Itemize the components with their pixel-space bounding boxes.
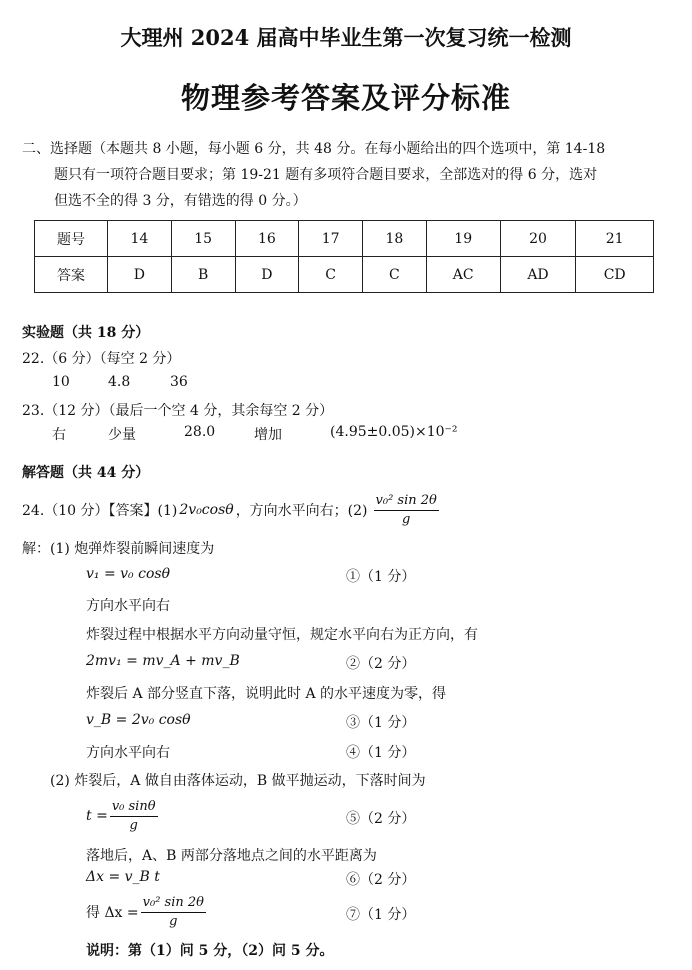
solution-part1-intro: 解：(1) 炮弹炸裂前瞬间速度为 — [22, 541, 215, 557]
equation-3: v_B = 2v₀ cosθ — [86, 712, 191, 728]
document-title: 物理参考答案及评分标准 — [180, 81, 511, 115]
score-mark-7: ⑦（1 分） — [346, 907, 416, 923]
momentum-text: 炸裂过程中根据水平方向动量守恒，规定水平向右为正方向，有 — [86, 627, 478, 643]
question-number: 19 — [426, 221, 500, 257]
q24-mid: ，方向水平向右；(2) — [235, 503, 368, 519]
fraction-numerator: v₀ sinθ — [110, 798, 158, 817]
question-number: 15 — [171, 221, 235, 257]
equation-6: Δx = v_B t — [86, 869, 160, 885]
q23-header: 23.（12 分）（最后一个空 4 分，其余每空 2 分） — [22, 403, 334, 419]
q22-answer-3: 36 — [170, 374, 188, 390]
q23-answer-2: 少量 — [108, 427, 136, 443]
q24-answer-2-fraction — [374, 492, 439, 529]
table-row-numbers — [35, 221, 654, 257]
question-number: 16 — [235, 221, 299, 257]
q24-prefix: 24.（10 分）【答案】(1) — [22, 503, 178, 519]
answer-cell: B — [171, 257, 235, 293]
score-mark-5: ⑤（2 分） — [346, 811, 416, 827]
exam-title: 大理州 2024 届高中毕业生第一次复习统一检测 — [120, 25, 572, 50]
answer-cell: AC — [426, 257, 500, 293]
fraction-denominator: g — [402, 511, 411, 527]
solution-heading: 解答题（共 44 分） — [22, 465, 150, 481]
fraction-numerator: v₀² sin 2θ — [141, 894, 206, 913]
answer-cell: CD — [576, 257, 654, 293]
row-label-answer: 答案 — [35, 257, 108, 293]
fraction-denominator: g — [129, 817, 138, 833]
answer-cell: D — [108, 257, 172, 293]
equation-7 — [86, 890, 206, 934]
fraction-denominator: g — [169, 913, 178, 929]
experiment-heading: 实验题（共 18 分） — [22, 325, 150, 341]
table-row-answers — [35, 257, 654, 293]
after-explosion-text: 炸裂后 A 部分竖直下落，说明此时 A 的水平速度为零，得 — [86, 686, 447, 702]
distance-text: 落地后，A、B 两部分落地点之间的水平距离为 — [86, 848, 377, 864]
row-label-number: 题号 — [35, 221, 108, 257]
question-number: 20 — [500, 221, 576, 257]
q23-answer-5: (4.95±0.05)×10⁻² — [330, 424, 458, 440]
question-number: 21 — [576, 221, 654, 257]
answer-cell: C — [363, 257, 427, 293]
answer-cell: C — [299, 257, 363, 293]
score-mark-3: ③（1 分） — [346, 715, 416, 731]
q23-answer-3: 28.0 — [184, 424, 216, 440]
answer-cell: AD — [500, 257, 576, 293]
section2-instructions — [22, 136, 677, 214]
score-mark-6: ⑥（2 分） — [346, 872, 416, 888]
instructions-line-3: 但选不全的得 3 分，有错选的得 0 分。） — [54, 193, 307, 209]
score-mark-1: ①（1 分） — [346, 569, 416, 585]
q24-answer-1: 2v₀cosθ — [179, 502, 234, 518]
q24-answer-line — [22, 488, 439, 532]
instructions-line-1: 二、选择题（本题共 8 小题，每小题 6 分，共 48 分。在每小题给出的四个选项中，第 14-18 — [22, 141, 606, 157]
q23-answer-1: 右 — [52, 427, 66, 443]
q22-answer-1: 10 — [52, 374, 70, 390]
fraction-numerator: v₀² sin 2θ — [374, 492, 439, 511]
equation-5-lhs: t = — [86, 808, 108, 824]
direction-text-1: 方向水平向右 — [86, 598, 170, 614]
direction-text-2: 方向水平向右 — [86, 745, 170, 761]
equation-2: 2mv₁ = mv_A + mv_B — [86, 653, 240, 669]
solution-part2-intro: (2) 炸裂后，A 做自由落体运动，B 做平抛运动，下落时间为 — [50, 773, 426, 789]
equation-5 — [86, 794, 158, 838]
q22-answer-2: 4.8 — [108, 374, 131, 390]
scoring-note: 说明：第（1）问 5 分，（2）问 5 分。 — [86, 943, 334, 959]
equation-1: v₁ = v₀ cosθ — [86, 566, 171, 582]
q22-header: 22.（6 分）（每空 2 分） — [22, 351, 181, 367]
answer-cell: D — [235, 257, 299, 293]
score-mark-2: ②（2 分） — [346, 656, 416, 672]
answer-table — [34, 220, 654, 293]
q23-answer-4: 增加 — [254, 427, 282, 443]
instructions-line-2: 题只有一项符合题目要求；第 19-21 题有多项符合题目要求，全部选对的得 6 分，选对 — [54, 167, 598, 183]
score-mark-4: ④（1 分） — [346, 745, 416, 761]
equation-7-lhs: 得 Δx = — [86, 905, 139, 921]
question-number: 18 — [363, 221, 427, 257]
equation-5-fraction — [110, 798, 158, 835]
equation-7-fraction — [141, 894, 206, 931]
question-number: 14 — [108, 221, 172, 257]
question-number: 17 — [299, 221, 363, 257]
